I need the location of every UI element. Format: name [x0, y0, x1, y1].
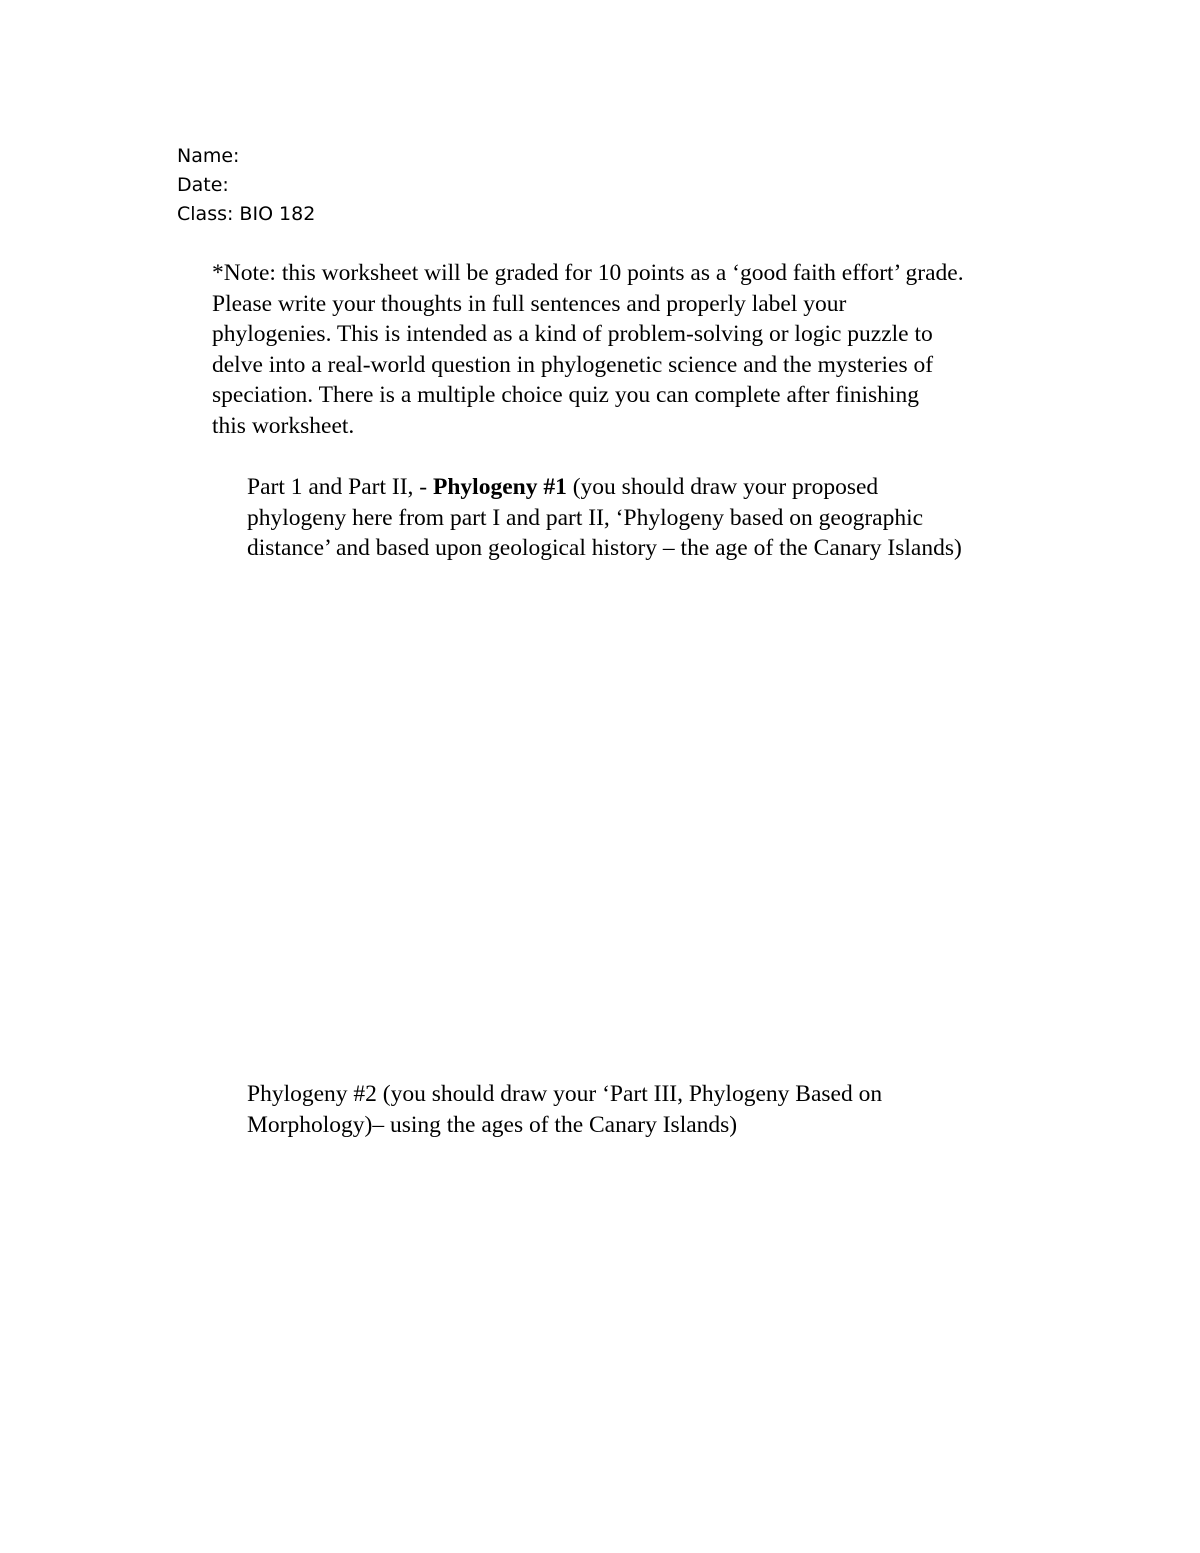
phylogeny-1-instructions — [247, 472, 1127, 564]
note-line: Please write your thoughts in full sentences and properly label your — [212, 290, 847, 317]
phylogeny-1-line: distance’ and based upon geological history – the age of the Canary Islands) — [247, 535, 962, 562]
phylogeny-1-suffix: (you should draw your proposed — [566, 474, 879, 500]
phylogeny-1-line: phylogeny here from part I and part II, ‘Phylogeny based on geographic — [247, 504, 924, 531]
note-line: *Note: this worksheet will be graded for 10 points as a ‘good faith effort’ grade. — [212, 260, 964, 286]
note-line: phylogenies. This is intended as a kind of problem-solving or logic puzzle to — [212, 321, 933, 348]
phylogeny-2-line: Phylogeny #2 (you should draw your ‘Part III, Phylogeny Based on — [247, 1081, 883, 1107]
grading-note — [212, 258, 1092, 442]
student-info-header — [177, 142, 315, 229]
phylogeny-1-heading: Phylogeny #1 — [433, 474, 567, 500]
note-line: this worksheet. — [212, 412, 355, 439]
class-label: Class: BIO 182 — [177, 203, 316, 225]
phylogeny-1-prefix: Part 1 and Part II, - — [247, 474, 433, 500]
name-label: Name: — [177, 145, 240, 167]
date-label: Date: — [177, 174, 229, 196]
phylogeny-2-instructions — [247, 1079, 1127, 1140]
phylogeny-1-line — [247, 472, 1127, 503]
note-line: delve into a real-world question in phylogenetic science and the mysteries of — [212, 351, 934, 378]
note-line: speciation. There is a multiple choice quiz you can complete after finishing — [212, 382, 919, 409]
phylogeny-2-line: Morphology)– using the ages of the Canary Islands) — [247, 1111, 738, 1138]
